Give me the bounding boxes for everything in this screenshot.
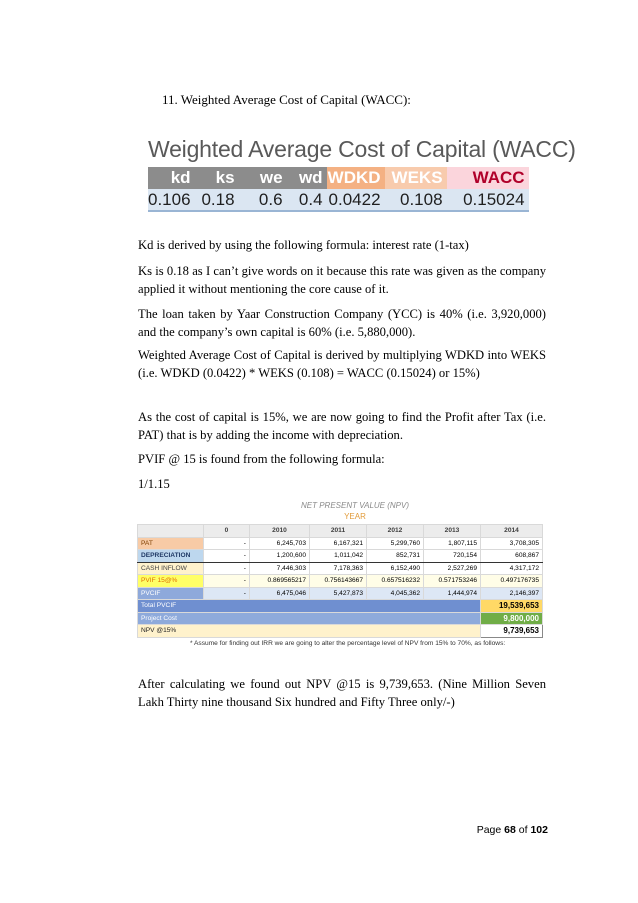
wacc-value-wdkd: 0.0422 [327, 189, 385, 211]
npv-cell: - [204, 575, 250, 588]
wacc-image-title: Weighted Average Cost of Capital (WACC) [148, 136, 576, 162]
wacc-value-weks: 0.108 [385, 189, 447, 211]
wacc-value-row [148, 189, 529, 211]
npv-result-label: NPV @15% [138, 625, 481, 638]
npv-cell: 0.497176735 [481, 575, 543, 588]
npv-col-header: 2013 [424, 525, 481, 538]
npv-row-label: PVCIF [138, 587, 204, 600]
npv-row-pat [138, 537, 543, 550]
npv-project-value: 9,800,000 [481, 612, 543, 625]
npv-row-depreciation [138, 550, 543, 563]
npv-cell: 5,427,873 [310, 587, 367, 600]
npv-total-label: Total PVCIF [138, 600, 481, 613]
wacc-header-row [148, 167, 529, 189]
npv-row-cash-inflow [138, 562, 543, 575]
wacc-value-we: 0.6 [239, 189, 287, 211]
npv-row-npv [138, 625, 543, 638]
npv-cell: 720,154 [424, 550, 481, 563]
npv-cell: 6,245,703 [250, 537, 310, 550]
npv-cell: 4,045,362 [367, 587, 424, 600]
footer-prefix: Page [476, 824, 502, 836]
paragraph-pvif: PVIF @ 15 is found from the following formula: [138, 452, 385, 466]
npv-project-label: Project Cost [138, 612, 481, 625]
npv-row-pvcif [138, 587, 543, 600]
wacc-header-ks: ks [195, 167, 239, 189]
npv-cell: 0.869565217 [250, 575, 310, 588]
npv-cell: 852,731 [367, 550, 424, 563]
npv-table [137, 524, 543, 638]
npv-cell: 6,152,490 [367, 562, 424, 575]
npv-row-pvif [138, 575, 543, 588]
paragraph-kd: Kd is derived by using the following formula: interest rate (1-tax) [138, 238, 469, 252]
npv-header-row [138, 525, 543, 538]
wacc-header-weks: WEKS [385, 167, 447, 189]
paragraph-pat: As the cost of capital is 15%, we are now going to find the Profit after Tax (i.e. PAT) that is by adding the income with depreciation. [138, 410, 546, 442]
page-footer [477, 824, 548, 836]
paragraph-wacc: Weighted Average Cost of Capital is derived by multiplying WDKD into WEKS (i.e. WDKD (0.0422) * WEKS (0.108) = WACC (0.15024) or 15%) [138, 348, 546, 380]
footer-of: of [518, 824, 528, 836]
paragraph-loan: The loan taken by Yaar Construction Company (YCC) is 40% (i.e. 3,920,000) and the company’s own capital is 60% (i.e. 5,880,000). [138, 307, 546, 339]
formula-text: 1/1.15 [138, 477, 170, 491]
wacc-table [148, 167, 529, 212]
wacc-header-wd: wd [287, 167, 327, 189]
npv-cell: 1,011,042 [310, 550, 367, 563]
npv-row-total [138, 600, 543, 613]
wacc-value-wacc: 0.15024 [447, 189, 529, 211]
npv-col-header: 2012 [367, 525, 424, 538]
npv-cell: 6,167,321 [310, 537, 367, 550]
npv-row-project-cost [138, 612, 543, 625]
npv-row-label: PAT [138, 537, 204, 550]
npv-cell: - [204, 550, 250, 563]
npv-row-label: DEPRECIATION [138, 550, 204, 563]
npv-note: * Assume for finding out IRR we are going to alter the percentage level of NPV from 15% to 70%, as follows: [190, 640, 506, 647]
npv-cell: 2,146,397 [481, 587, 543, 600]
npv-col-header: 2014 [481, 525, 543, 538]
paragraph-after-npv: After calculating we found out NPV @15 is 9,739,653. (Nine Million Seven Lakh Thirty nine thousand Six hundred and Fifty Three only/-) [138, 677, 546, 709]
npv-cell: 608,867 [481, 550, 543, 563]
npv-year-label: YEAR [344, 512, 366, 521]
npv-cell: 5,299,760 [367, 537, 424, 550]
footer-page-number: 68 [504, 824, 516, 836]
wacc-header-kd: kd [148, 167, 195, 189]
npv-cell: 4,317,172 [481, 562, 543, 575]
npv-cell: 0.756143667 [310, 575, 367, 588]
npv-cell: 2,527,269 [424, 562, 481, 575]
wacc-value-ks: 0.18 [195, 189, 239, 211]
npv-cell: - [204, 562, 250, 575]
npv-header-blank [138, 525, 204, 538]
wacc-header-wdkd: WDKD [327, 167, 385, 189]
wacc-value-wd: 0.4 [287, 189, 327, 211]
npv-cell: - [204, 537, 250, 550]
npv-col-header: 2011 [310, 525, 367, 538]
npv-image-title: NET PRESENT VALUE (NPV) [300, 501, 410, 510]
npv-cell: 0.571753246 [424, 575, 481, 588]
npv-cell: 0.657516232 [367, 575, 424, 588]
npv-col-header: 0 [204, 525, 250, 538]
npv-row-label: PVIF 15@% [138, 575, 204, 588]
npv-cell: 7,178,363 [310, 562, 367, 575]
wacc-header-wacc: WACC [447, 167, 529, 189]
npv-cell: 1,200,600 [250, 550, 310, 563]
npv-col-header: 2010 [250, 525, 310, 538]
wacc-value-kd: 0.106 [148, 189, 195, 211]
npv-cell: - [204, 587, 250, 600]
wacc-header-we: we [239, 167, 287, 189]
npv-result-value: 9,739,653 [481, 625, 543, 638]
npv-row-label: CASH INFLOW [138, 562, 204, 575]
npv-cell: 7,446,303 [250, 562, 310, 575]
footer-total-pages: 102 [530, 824, 548, 836]
npv-cell: 6,475,046 [250, 587, 310, 600]
npv-cell: 1,807,115 [424, 537, 481, 550]
section-heading: 11. Weighted Average Cost of Capital (WACC): [162, 92, 411, 107]
paragraph-ks: Ks is 0.18 as I can’t give words on it because this rate was given as the company applied it without mentioning the core cause of it. [138, 264, 546, 296]
npv-total-value: 19,539,653 [481, 600, 543, 613]
npv-cell: 3,708,305 [481, 537, 543, 550]
npv-cell: 1,444,974 [424, 587, 481, 600]
